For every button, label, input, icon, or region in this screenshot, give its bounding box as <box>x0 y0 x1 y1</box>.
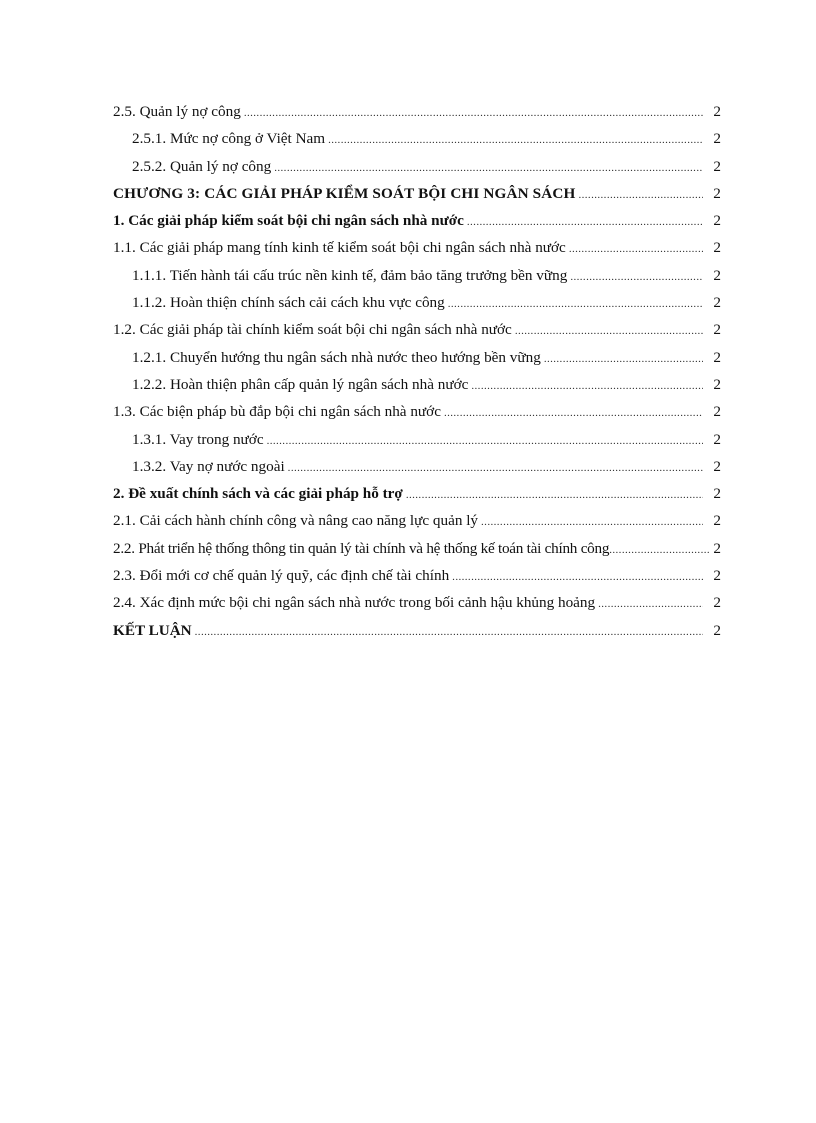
toc-entry-title: 1.3. Các biện pháp bù đắp bội chi ngân sách nhà nước <box>113 403 441 421</box>
toc-entry[interactable] <box>113 262 721 289</box>
toc-section-heading[interactable] <box>113 617 721 644</box>
toc-entry-page: 2 <box>713 212 721 230</box>
toc-entry[interactable] <box>113 234 721 261</box>
toc-entry-page: 2 <box>713 239 721 257</box>
toc-entry-title: 1.2. Các giải pháp tài chính kiểm soát bội chi ngân sách nhà nước <box>113 321 512 339</box>
toc-entry-page: 2 <box>713 594 721 612</box>
toc-dot-leader <box>544 346 703 373</box>
toc-dot-leader <box>274 155 703 182</box>
toc-entry[interactable] <box>113 562 721 589</box>
toc-entry-page: 2 <box>713 512 721 530</box>
toc-entry[interactable] <box>113 535 721 562</box>
toc-entry[interactable] <box>113 289 721 316</box>
toc-dot-leader <box>452 564 703 591</box>
toc-dot-leader <box>570 264 703 291</box>
table-of-contents <box>113 98 721 644</box>
toc-entry-page: 2 <box>713 157 721 175</box>
toc-dot-leader <box>444 400 703 427</box>
toc-entry[interactable] <box>113 98 721 125</box>
toc-entry[interactable] <box>113 426 721 453</box>
toc-dot-leader <box>267 428 703 455</box>
toc-entry-title: 2.5.1. Mức nợ công ở Việt Nam <box>132 130 326 148</box>
toc-entry-title: KẾT LUẬN <box>113 621 192 639</box>
toc-entry-page: 2 <box>713 103 721 120</box>
toc-dot-leader <box>569 236 703 263</box>
toc-entry-title: 1.3.1. Vay trong nước <box>132 430 264 448</box>
toc-entry-title: 2.5. Quản lý nợ công <box>113 103 241 120</box>
toc-dot-leader <box>406 482 703 509</box>
toc-entry-title: 1.1.2. Hoàn thiện chính sách cải cách khu vực công <box>132 294 445 312</box>
toc-dot-leader <box>481 509 703 536</box>
toc-dot-leader <box>195 619 703 646</box>
toc-section-heading[interactable] <box>113 480 721 507</box>
toc-dot-leader <box>448 291 703 318</box>
toc-entry[interactable] <box>113 453 721 480</box>
toc-entry[interactable] <box>113 344 721 371</box>
toc-dot-leader <box>471 373 703 400</box>
toc-dot-leader <box>328 127 703 154</box>
toc-entry-page: 2 <box>713 457 721 475</box>
toc-entry[interactable] <box>113 398 721 425</box>
toc-entry[interactable] <box>113 371 721 398</box>
toc-entry[interactable] <box>113 316 721 343</box>
toc-entry-title: 1.2.1. Chuyển hướng thu ngân sách nhà nước theo hướng bền vững <box>132 348 541 366</box>
toc-entry[interactable] <box>113 125 721 152</box>
toc-entry-page: 2 <box>713 294 721 312</box>
toc-entry-title: 2.2. Phát triển hệ thống thông tin quản lý tài chính và hệ thống kế toán tài chính công <box>113 539 610 557</box>
toc-section-heading[interactable] <box>113 207 721 234</box>
toc-entry-page: 2 <box>713 430 721 448</box>
toc-dot-leader <box>598 591 703 618</box>
toc-entry-title: 1.1.1. Tiến hành tái cấu trúc nền kinh tế, đảm bảo tăng trưởng bền vững <box>132 266 568 284</box>
toc-dot-leader <box>467 209 703 236</box>
toc-entry-page: 2 <box>713 539 721 557</box>
toc-entry-title: 2.4. Xác định mức bội chi ngân sách nhà nước trong bối cảnh hậu khủng hoảng <box>113 594 596 612</box>
toc-entry-title: 1. Các giải pháp kiểm soát bội chi ngân sách nhà nước <box>113 212 464 230</box>
toc-entry-page: 2 <box>713 621 721 639</box>
toc-entry-title: 2.1. Cải cách hành chính công và nâng cao năng lực quản lý <box>113 512 479 530</box>
toc-entry-title: 1.1. Các giải pháp mang tính kinh tế kiểm soát bội chi ngân sách nhà nước <box>113 239 566 257</box>
toc-entry-page: 2 <box>713 348 721 366</box>
toc-entry-page: 2 <box>713 485 721 503</box>
toc-entry-page: 2 <box>713 403 721 421</box>
toc-dot-leader <box>288 455 703 482</box>
toc-entry-title: 2.5.2. Quản lý nợ công <box>132 157 272 175</box>
toc-entry[interactable] <box>113 589 721 616</box>
toc-dot-leader <box>515 318 703 345</box>
toc-entry-page: 2 <box>713 321 721 339</box>
toc-entry-page: 2 <box>713 184 721 202</box>
toc-entry-page: 2 <box>713 130 721 148</box>
toc-entry-title: 1.2.2. Hoàn thiện phân cấp quản lý ngân sách nhà nước <box>132 375 469 393</box>
toc-entry-title: 1.3.2. Vay nợ nước ngoài <box>132 457 285 475</box>
toc-entry-page: 2 <box>713 375 721 393</box>
toc-entry[interactable] <box>113 153 721 180</box>
toc-dot-leader <box>578 182 703 209</box>
toc-dot-leader <box>609 537 709 564</box>
toc-chapter-heading[interactable] <box>113 180 721 207</box>
toc-entry-page: 2 <box>713 266 721 284</box>
toc-entry-title: 2.3. Đổi mới cơ chế quản lý quỹ, các định chế tài chính <box>113 567 450 585</box>
toc-entry-title: 2. Đề xuất chính sách và các giải pháp hỗ trợ <box>113 485 403 503</box>
toc-entry-title: CHƯƠNG 3: CÁC GIẢI PHÁP KIỂM SOÁT BỘI CHI NGÂN SÁCH <box>113 184 576 202</box>
toc-entry-page: 2 <box>713 567 721 585</box>
toc-dot-leader <box>244 100 703 127</box>
toc-entry[interactable] <box>113 507 721 534</box>
